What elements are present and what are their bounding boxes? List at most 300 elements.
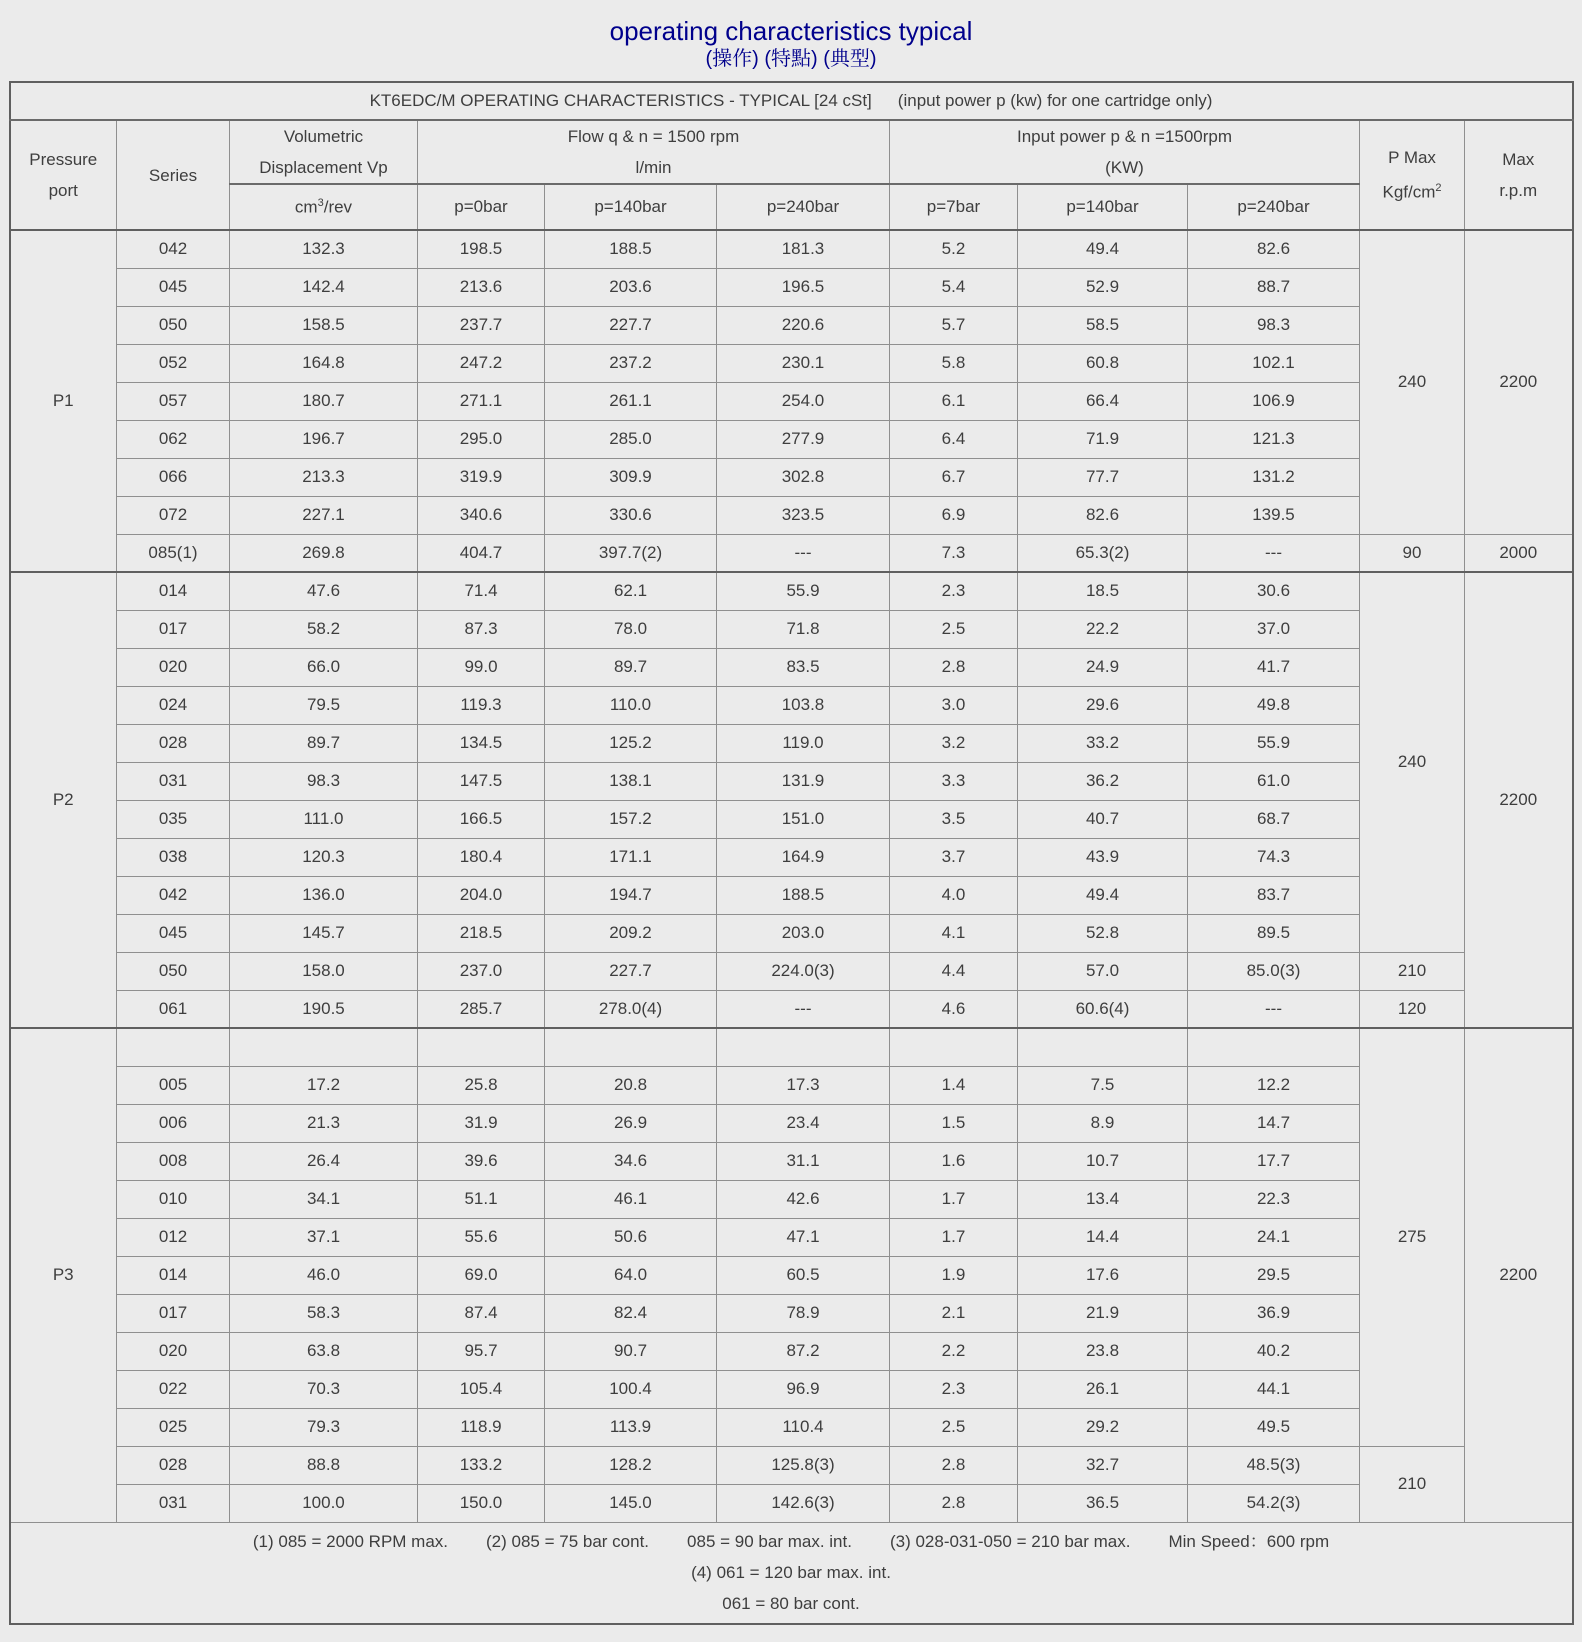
- power-7bar-cell: 3.7: [890, 838, 1018, 876]
- flow-240bar-cell: 254.0: [717, 382, 890, 420]
- flow-140bar-cell: 157.2: [545, 800, 717, 838]
- series-cell: 061: [117, 990, 230, 1028]
- flow-0bar-cell: 71.4: [418, 572, 545, 610]
- power-7bar-cell: 3.2: [890, 724, 1018, 762]
- power-7bar-cell: 1.5: [890, 1104, 1018, 1142]
- flow-140bar-cell: 203.6: [545, 268, 717, 306]
- data-row: [10, 610, 1573, 648]
- power-240bar-cell: 54.2(3): [1188, 1484, 1360, 1522]
- power-240bar-cell: 83.7: [1188, 876, 1360, 914]
- vp-cell: 120.3: [230, 838, 418, 876]
- series-cell: [117, 1028, 230, 1066]
- flow-0bar-cell: 204.0: [418, 876, 545, 914]
- power-240bar-cell: [1188, 1028, 1360, 1066]
- power-140bar-cell: 29.6: [1018, 686, 1188, 724]
- power-7bar-cell: 5.4: [890, 268, 1018, 306]
- vp-cell: 66.0: [230, 648, 418, 686]
- data-row: [10, 572, 1573, 610]
- vp-cell: 164.8: [230, 344, 418, 382]
- header-units-row: [10, 184, 1573, 230]
- data-row: [10, 458, 1573, 496]
- vp-cell: 70.3: [230, 1370, 418, 1408]
- flow-140bar-cell: 90.7: [545, 1332, 717, 1370]
- flow-240bar-cell: 196.5: [717, 268, 890, 306]
- caption-row: [10, 82, 1573, 120]
- power-140bar-cell: 36.5: [1018, 1484, 1188, 1522]
- series-cell: 042: [117, 230, 230, 268]
- flow-140bar-cell: 82.4: [545, 1294, 717, 1332]
- flow-0bar-cell: 213.6: [418, 268, 545, 306]
- flow-140bar-cell: 285.0: [545, 420, 717, 458]
- power-240bar-cell: 22.3: [1188, 1180, 1360, 1218]
- power-240bar-cell: ---: [1188, 990, 1360, 1028]
- pmax-cell: 120: [1360, 990, 1465, 1028]
- flow-140bar-cell: 62.1: [545, 572, 717, 610]
- footnote-line-1: [11, 1526, 1572, 1557]
- power-7bar-cell: 2.3: [890, 1370, 1018, 1408]
- flow-140bar-cell: 138.1: [545, 762, 717, 800]
- vp-cell: 34.1: [230, 1180, 418, 1218]
- power-140bar-cell: 17.6: [1018, 1256, 1188, 1294]
- flow-140bar-cell: 89.7: [545, 648, 717, 686]
- flow-140bar-cell: 188.5: [545, 230, 717, 268]
- flow-0bar-cell: 133.2: [418, 1446, 545, 1484]
- pmax-cell: 275: [1360, 1028, 1465, 1446]
- power-240bar-cell: 68.7: [1188, 800, 1360, 838]
- flow-240bar-cell: ---: [717, 990, 890, 1028]
- series-cell: 028: [117, 1446, 230, 1484]
- power-7bar-cell: 5.8: [890, 344, 1018, 382]
- power-240bar-cell: 55.9: [1188, 724, 1360, 762]
- power-7bar-cell: 6.7: [890, 458, 1018, 496]
- power-7bar-cell: 1.9: [890, 1256, 1018, 1294]
- flow-0bar-cell: 218.5: [418, 914, 545, 952]
- power-140bar-cell: 21.9: [1018, 1294, 1188, 1332]
- vp-cell: 37.1: [230, 1218, 418, 1256]
- power-140bar-cell: 7.5: [1018, 1066, 1188, 1104]
- header-pressure-port: [10, 120, 117, 230]
- flow-240bar-cell: 87.2: [717, 1332, 890, 1370]
- series-cell: 072: [117, 496, 230, 534]
- footnote-line-3: 061 = 80 bar cont.: [722, 1594, 860, 1613]
- header-power-line1: Input power p & n =1500rpm: [1017, 127, 1232, 146]
- power-7bar-cell: 1.7: [890, 1180, 1018, 1218]
- power-140bar-cell: 18.5: [1018, 572, 1188, 610]
- flow-140bar-cell: 100.4: [545, 1370, 717, 1408]
- flow-140bar-cell: 227.7: [545, 952, 717, 990]
- footnotes-row: [10, 1522, 1573, 1624]
- footnotes-cell: [10, 1522, 1573, 1624]
- power-140bar-cell: 29.2: [1018, 1408, 1188, 1446]
- data-row: [10, 1408, 1573, 1446]
- power-140bar-cell: [1018, 1028, 1188, 1066]
- data-row: [10, 306, 1573, 344]
- power-240bar-cell: 139.5: [1188, 496, 1360, 534]
- header-pmax-unit: [1360, 173, 1464, 208]
- flow-140bar-cell: 237.2: [545, 344, 717, 382]
- vp-cell: 63.8: [230, 1332, 418, 1370]
- power-240bar-cell: 41.7: [1188, 648, 1360, 686]
- flow-140bar-cell: 171.1: [545, 838, 717, 876]
- flow-0bar-cell: 87.3: [418, 610, 545, 648]
- flow-240bar-cell: 55.9: [717, 572, 890, 610]
- footnote-1: (1) 085 = 2000 RPM max.: [252, 1532, 449, 1551]
- header-pmax-unit-pre: Kgf/cm: [1382, 182, 1436, 202]
- data-row: [10, 648, 1573, 686]
- vp-cell: 227.1: [230, 496, 418, 534]
- flow-140bar-cell: 50.6: [545, 1218, 717, 1256]
- series-cell: 031: [117, 762, 230, 800]
- vp-cell: 158.0: [230, 952, 418, 990]
- data-row: [10, 496, 1573, 534]
- data-row: [10, 344, 1573, 382]
- data-row: [10, 382, 1573, 420]
- flow-0bar-cell: 69.0: [418, 1256, 545, 1294]
- flow-240bar-cell: 83.5: [717, 648, 890, 686]
- series-cell: 020: [117, 648, 230, 686]
- flow-0bar-cell: 55.6: [418, 1218, 545, 1256]
- vp-cell: 190.5: [230, 990, 418, 1028]
- vp-cell: 132.3: [230, 230, 418, 268]
- flow-140bar-cell: 26.9: [545, 1104, 717, 1142]
- series-cell: 006: [117, 1104, 230, 1142]
- vp-cell: 213.3: [230, 458, 418, 496]
- power-240bar-cell: 121.3: [1188, 420, 1360, 458]
- data-row: [10, 990, 1573, 1028]
- header-power-140bar: p=140bar: [1018, 184, 1188, 230]
- series-cell: 066: [117, 458, 230, 496]
- series-cell: 035: [117, 800, 230, 838]
- flow-140bar-cell: 194.7: [545, 876, 717, 914]
- power-240bar-cell: 49.8: [1188, 686, 1360, 724]
- vp-cell: 88.8: [230, 1446, 418, 1484]
- vp-cell: 46.0: [230, 1256, 418, 1294]
- power-7bar-cell: 3.3: [890, 762, 1018, 800]
- flow-0bar-cell: 99.0: [418, 648, 545, 686]
- flow-140bar-cell: 261.1: [545, 382, 717, 420]
- data-row: [10, 230, 1573, 268]
- vp-cell: 158.5: [230, 306, 418, 344]
- flow-0bar-cell: 180.4: [418, 838, 545, 876]
- power-7bar-cell: 1.4: [890, 1066, 1018, 1104]
- power-140bar-cell: 52.8: [1018, 914, 1188, 952]
- data-row: [10, 1332, 1573, 1370]
- power-140bar-cell: 71.9: [1018, 420, 1188, 458]
- header-vp-line1: Volumetric: [283, 127, 364, 146]
- power-7bar-cell: 4.6: [890, 990, 1018, 1028]
- flow-0bar-cell: 319.9: [418, 458, 545, 496]
- data-row: [10, 686, 1573, 724]
- header-vp-unit: [230, 184, 418, 230]
- flow-0bar-cell: [418, 1028, 545, 1066]
- power-140bar-cell: 40.7: [1018, 800, 1188, 838]
- flow-240bar-cell: ---: [717, 534, 890, 572]
- flow-140bar-cell: 309.9: [545, 458, 717, 496]
- header-series: Series: [117, 120, 230, 230]
- data-row: [10, 1180, 1573, 1218]
- power-7bar-cell: 2.5: [890, 610, 1018, 648]
- vp-cell: 21.3: [230, 1104, 418, 1142]
- data-row: [10, 1446, 1573, 1484]
- flow-240bar-cell: 220.6: [717, 306, 890, 344]
- flow-0bar-cell: 118.9: [418, 1408, 545, 1446]
- flow-0bar-cell: 31.9: [418, 1104, 545, 1142]
- data-row: [10, 1028, 1573, 1066]
- flow-140bar-cell: 397.7(2): [545, 534, 717, 572]
- power-140bar-cell: 77.7: [1018, 458, 1188, 496]
- power-140bar-cell: 49.4: [1018, 230, 1188, 268]
- power-140bar-cell: 13.4: [1018, 1180, 1188, 1218]
- flow-240bar-cell: 224.0(3): [717, 952, 890, 990]
- vp-cell: 136.0: [230, 876, 418, 914]
- data-row: [10, 534, 1573, 572]
- header-vp-unit-post: /rev: [323, 197, 353, 217]
- power-140bar-cell: 8.9: [1018, 1104, 1188, 1142]
- power-7bar-cell: 2.8: [890, 1446, 1018, 1484]
- header-flow-line1: Flow q & n = 1500 rpm: [567, 127, 740, 146]
- series-cell: 025: [117, 1408, 230, 1446]
- table-foot: [10, 1522, 1573, 1624]
- power-240bar-cell: 14.7: [1188, 1104, 1360, 1142]
- power-7bar-cell: 3.0: [890, 686, 1018, 724]
- flow-0bar-cell: 134.5: [418, 724, 545, 762]
- power-7bar-cell: 4.0: [890, 876, 1018, 914]
- max-rpm-cell: 2200: [1465, 1028, 1573, 1522]
- data-row: [10, 838, 1573, 876]
- flow-240bar-cell: 103.8: [717, 686, 890, 724]
- flow-240bar-cell: 47.1: [717, 1218, 890, 1256]
- flow-140bar-cell: 209.2: [545, 914, 717, 952]
- power-240bar-cell: ---: [1188, 534, 1360, 572]
- footnote-085-max-int: 085 = 90 bar max. int.: [687, 1532, 852, 1551]
- flow-0bar-cell: 150.0: [418, 1484, 545, 1522]
- series-cell: 038: [117, 838, 230, 876]
- flow-140bar-cell: 278.0(4): [545, 990, 717, 1028]
- flow-240bar-cell: 230.1: [717, 344, 890, 382]
- series-cell: 057: [117, 382, 230, 420]
- flow-240bar-cell: 23.4: [717, 1104, 890, 1142]
- header-flow-group: [418, 120, 890, 184]
- series-cell: 045: [117, 268, 230, 306]
- data-row: [10, 1142, 1573, 1180]
- power-240bar-cell: 29.5: [1188, 1256, 1360, 1294]
- vp-cell: 196.7: [230, 420, 418, 458]
- flow-240bar-cell: 78.9: [717, 1294, 890, 1332]
- flow-240bar-cell: 277.9: [717, 420, 890, 458]
- flow-0bar-cell: 147.5: [418, 762, 545, 800]
- flow-0bar-cell: 39.6: [418, 1142, 545, 1180]
- series-cell: 017: [117, 1294, 230, 1332]
- flow-0bar-cell: 271.1: [418, 382, 545, 420]
- series-cell: 005: [117, 1066, 230, 1104]
- vp-cell: 111.0: [230, 800, 418, 838]
- power-140bar-cell: 49.4: [1018, 876, 1188, 914]
- header-vp-line2: Displacement Vp: [259, 158, 388, 177]
- flow-140bar-cell: 20.8: [545, 1066, 717, 1104]
- max-rpm-cell: 2200: [1465, 230, 1573, 534]
- flow-240bar-cell: 181.3: [717, 230, 890, 268]
- footnote-line-2: (4) 061 = 120 bar max. int.: [691, 1563, 891, 1582]
- max-rpm-cell: 2000: [1465, 534, 1573, 572]
- data-row: [10, 420, 1573, 458]
- section-p2: [10, 572, 1573, 1028]
- power-140bar-cell: 60.8: [1018, 344, 1188, 382]
- header-flow-140bar: p=140bar: [545, 184, 717, 230]
- flow-240bar-cell: 110.4: [717, 1408, 890, 1446]
- power-140bar-cell: 24.9: [1018, 648, 1188, 686]
- table-head: [10, 82, 1573, 230]
- power-7bar-cell: 1.7: [890, 1218, 1018, 1256]
- section-p3: [10, 1028, 1573, 1522]
- power-240bar-cell: 49.5: [1188, 1408, 1360, 1446]
- power-7bar-cell: [890, 1028, 1018, 1066]
- pressure-port-cell: P2: [10, 572, 117, 1028]
- flow-0bar-cell: 340.6: [418, 496, 545, 534]
- power-7bar-cell: 2.1: [890, 1294, 1018, 1332]
- series-cell: 014: [117, 1256, 230, 1294]
- vp-cell: 98.3: [230, 762, 418, 800]
- power-7bar-cell: 3.5: [890, 800, 1018, 838]
- caption-left: KT6EDC/M OPERATING CHARACTERISTICS - TYPICAL [24 cSt]: [369, 91, 872, 110]
- footnote-2: (2) 085 = 75 bar cont.: [486, 1532, 650, 1551]
- power-7bar-cell: 2.3: [890, 572, 1018, 610]
- flow-0bar-cell: 105.4: [418, 1370, 545, 1408]
- power-140bar-cell: 32.7: [1018, 1446, 1188, 1484]
- power-240bar-cell: 44.1: [1188, 1370, 1360, 1408]
- series-cell: 020: [117, 1332, 230, 1370]
- series-cell: 050: [117, 952, 230, 990]
- flow-0bar-cell: 247.2: [418, 344, 545, 382]
- characteristics-table: [9, 81, 1574, 1625]
- power-140bar-cell: 22.2: [1018, 610, 1188, 648]
- flow-140bar-cell: 64.0: [545, 1256, 717, 1294]
- data-row: [10, 1218, 1573, 1256]
- header-power-7bar: p=7bar: [890, 184, 1018, 230]
- flow-0bar-cell: 25.8: [418, 1066, 545, 1104]
- power-240bar-cell: 40.2: [1188, 1332, 1360, 1370]
- flow-140bar-cell: 330.6: [545, 496, 717, 534]
- flow-240bar-cell: 60.5: [717, 1256, 890, 1294]
- section-p1: [10, 230, 1573, 572]
- flow-140bar-cell: 227.7: [545, 306, 717, 344]
- flow-240bar-cell: 96.9: [717, 1370, 890, 1408]
- power-7bar-cell: 4.1: [890, 914, 1018, 952]
- vp-cell: 58.3: [230, 1294, 418, 1332]
- series-cell: 024: [117, 686, 230, 724]
- vp-cell: 26.4: [230, 1142, 418, 1180]
- pmax-cell: 240: [1360, 572, 1465, 952]
- header-power-240bar: p=240bar: [1188, 184, 1360, 230]
- power-240bar-cell: 89.5: [1188, 914, 1360, 952]
- power-140bar-cell: 66.4: [1018, 382, 1188, 420]
- series-cell: 050: [117, 306, 230, 344]
- vp-cell: [230, 1028, 418, 1066]
- flow-240bar-cell: 142.6(3): [717, 1484, 890, 1522]
- vp-cell: 142.4: [230, 268, 418, 306]
- power-7bar-cell: 6.4: [890, 420, 1018, 458]
- flow-0bar-cell: 404.7: [418, 534, 545, 572]
- header-group-row: [10, 120, 1573, 184]
- flow-240bar-cell: 203.0: [717, 914, 890, 952]
- power-240bar-cell: 74.3: [1188, 838, 1360, 876]
- power-140bar-cell: 60.6(4): [1018, 990, 1188, 1028]
- max-rpm-cell: 2200: [1465, 572, 1573, 1028]
- data-row: [10, 724, 1573, 762]
- series-cell: 028: [117, 724, 230, 762]
- data-row: [10, 1294, 1573, 1332]
- power-7bar-cell: 5.2: [890, 230, 1018, 268]
- data-row: [10, 800, 1573, 838]
- series-cell: 022: [117, 1370, 230, 1408]
- flow-0bar-cell: 87.4: [418, 1294, 545, 1332]
- flow-240bar-cell: 17.3: [717, 1066, 890, 1104]
- header-power-line2: (KW): [1105, 158, 1144, 177]
- flow-140bar-cell: 78.0: [545, 610, 717, 648]
- power-240bar-cell: 48.5(3): [1188, 1446, 1360, 1484]
- flow-0bar-cell: 95.7: [418, 1332, 545, 1370]
- page-title: operating characteristics typical: [609, 16, 973, 46]
- header-flow-240bar: p=240bar: [717, 184, 890, 230]
- table-caption: [10, 82, 1573, 120]
- flow-140bar-cell: 125.2: [545, 724, 717, 762]
- power-140bar-cell: 52.9: [1018, 268, 1188, 306]
- power-7bar-cell: 4.4: [890, 952, 1018, 990]
- page-subtitle: (操作) (特點) (典型): [705, 48, 877, 70]
- header-vp-unit-pre: cm: [294, 197, 318, 217]
- vp-cell: 269.8: [230, 534, 418, 572]
- flow-140bar-cell: [545, 1028, 717, 1066]
- flow-240bar-cell: 188.5: [717, 876, 890, 914]
- vp-cell: 79.5: [230, 686, 418, 724]
- header-flow-line2: l/min: [635, 158, 672, 177]
- power-140bar-cell: 58.5: [1018, 306, 1188, 344]
- flow-240bar-cell: 125.8(3): [717, 1446, 890, 1484]
- flow-0bar-cell: 237.0: [418, 952, 545, 990]
- series-cell: 085(1): [117, 534, 230, 572]
- vp-cell: 79.3: [230, 1408, 418, 1446]
- power-240bar-cell: 12.2: [1188, 1066, 1360, 1104]
- flow-0bar-cell: 295.0: [418, 420, 545, 458]
- flow-240bar-cell: 31.1: [717, 1142, 890, 1180]
- power-240bar-cell: 61.0: [1188, 762, 1360, 800]
- power-7bar-cell: 1.6: [890, 1142, 1018, 1180]
- flow-240bar-cell: 164.9: [717, 838, 890, 876]
- header-rpm-line2: r.p.m: [1499, 181, 1538, 200]
- series-cell: 045: [117, 914, 230, 952]
- vp-cell: 17.2: [230, 1066, 418, 1104]
- flow-140bar-cell: 145.0: [545, 1484, 717, 1522]
- header-max-rpm: [1465, 120, 1573, 230]
- header-vp-unit-sup: 3: [317, 196, 324, 209]
- pmax-cell: 240: [1360, 230, 1465, 534]
- power-7bar-cell: 2.5: [890, 1408, 1018, 1446]
- series-cell: 042: [117, 876, 230, 914]
- vp-cell: 47.6: [230, 572, 418, 610]
- power-240bar-cell: 106.9: [1188, 382, 1360, 420]
- data-row: [10, 268, 1573, 306]
- vp-cell: 58.2: [230, 610, 418, 648]
- flow-140bar-cell: 113.9: [545, 1408, 717, 1446]
- series-cell: 062: [117, 420, 230, 458]
- data-row: [10, 762, 1573, 800]
- header-rpm-line1: Max: [1502, 150, 1535, 169]
- pmax-cell: 90: [1360, 534, 1465, 572]
- power-240bar-cell: 98.3: [1188, 306, 1360, 344]
- flow-240bar-cell: 119.0: [717, 724, 890, 762]
- series-cell: 012: [117, 1218, 230, 1256]
- power-240bar-cell: 24.1: [1188, 1218, 1360, 1256]
- power-7bar-cell: 2.8: [890, 1484, 1018, 1522]
